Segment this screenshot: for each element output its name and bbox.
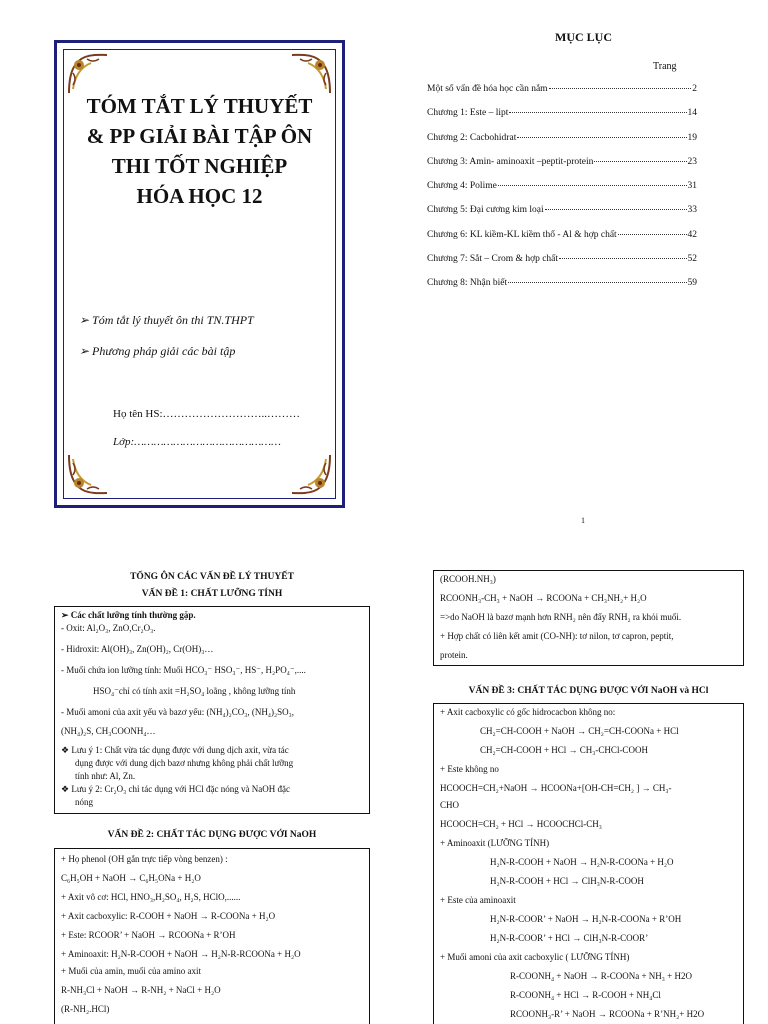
toc-item[interactable] (427, 181, 697, 205)
issue-2-heading: VẤN ĐỀ 2: CHẤT TÁC DỤNG ĐƯỢC VỚI NaOH (107, 830, 317, 840)
issue-3-line: + Axit cacboxylic có gốc hidrocacbon không no: (440, 707, 616, 717)
cover-fields (113, 408, 300, 464)
continuation-line: (RCOOH.NH₃) (440, 574, 496, 584)
continuation-line: =>do NaOH là bazơ mạnh hơn RNH₂ nên đẩy RNH₂ ra khỏi muối. (440, 612, 682, 622)
cover-title-line: & PP GIẢI BÀI TẬP ÔN (86, 124, 313, 148)
toc-item-label: Chương 5: Đại cương kim loại (427, 205, 544, 216)
issue-2-line: + Este: RCOOR’ + NaOH → RCOONa + R’OH (61, 930, 236, 940)
issue-2-line: + Họ phenol (OH gắn trực tiếp vòng benzen) : (61, 854, 228, 864)
toc-item-label: Chương 7: Sắt – Crom & hợp chất (427, 254, 559, 265)
issue-1-line: - Muối chứa ion lưỡng tính: Muối HCO₃⁻ HSO₃⁻, HS⁻, H₂PO₄⁻,.... (61, 665, 306, 675)
cover-bullet: ➢ Phương pháp giải các bài tập (79, 344, 236, 358)
issue-3-line: HCOOCH=CH₂ + HCl → HCOOCHCl-CH₃ (440, 819, 602, 829)
toc-item-page: 42 (687, 229, 697, 240)
page-number: 1 (581, 516, 585, 525)
toc-title: MỤC LỤC (555, 30, 612, 44)
toc-item-label: Chương 8: Nhận biết (427, 278, 508, 289)
issue-3-line: + Este không no (440, 764, 499, 774)
toc-item[interactable] (427, 108, 697, 132)
toc-leader (545, 209, 687, 210)
issue-1-line: - Hidroxit: Al(OH)₃, Zn(OH)₂, Cr(OH)₃… (61, 644, 214, 654)
issue-2-line: + Muối của amin, muối của amino axit (61, 966, 202, 976)
toc-page-header: Trang (653, 61, 677, 72)
issue-3-line: R-COONH₄ + NaOH → R-COONa + NH₃ + H2O (510, 971, 692, 981)
issue-1-line: tính như: Al, Zn. (75, 771, 136, 781)
issue-1-line: ❖ Lưu ý 1: Chất vừa tác dụng được với dung dịch axit, vừa tác (61, 745, 289, 755)
toc-item-label: Chương 1: Este – lipt (427, 108, 509, 119)
cover-title (57, 91, 342, 211)
toc-item[interactable] (427, 157, 697, 181)
toc-item-page: 59 (687, 278, 697, 289)
toc-item[interactable] (427, 278, 697, 302)
toc-leader (517, 137, 686, 138)
issue-3-line: CH₂=CH-COOH + NaOH → CH₂=CH-COONa + HCl (480, 726, 679, 736)
issue-1-line: ➢ Các chất lưỡng tính thường gặp. (61, 610, 196, 620)
continuation-box (433, 570, 744, 666)
toc-leader (559, 258, 686, 259)
toc-leader (498, 185, 687, 186)
toc-leader (549, 88, 692, 89)
toc-item-label: Chương 2: Cacbohidrat (427, 132, 517, 143)
toc-item-page: 33 (687, 205, 697, 216)
issue-1-heading: VẤN ĐỀ 1: CHẤT LƯỠNG TÍNH (141, 589, 283, 599)
issue-3-line: H₂N-R-COOR’ + HCl → ClH₃N-R-COOR’ (490, 933, 649, 943)
toc-leader (594, 161, 686, 162)
toc-list (427, 84, 697, 303)
issue-1-line: (NH₄)₂S, CH₃COONH₄… (61, 726, 156, 736)
issue-3-line: HCOOCH=CH₂+NaOH → HCOONa+[OH-CH=CH₂ ] → CH₃- (440, 783, 672, 793)
ornament-corner-icon (65, 451, 111, 497)
toc-item-label: Chương 4: Polime (427, 181, 497, 192)
toc-item[interactable] (427, 133, 697, 157)
issue-3-box (433, 703, 744, 1024)
continuation-line: RCOONH₃-CH₃ + NaOH → RCOONa + CH₃NH₂+ H₂O (440, 593, 647, 603)
issue-3-line: CH₂=CH-COOH + HCl → CH₃-CHCl-COOH (480, 745, 648, 755)
cover-title-line: HÓA HỌC 12 (136, 184, 263, 208)
cover-page (54, 40, 345, 508)
issue-1-line: dụng được với dung dịch bazơ nhưng không phải chất lưỡng (75, 758, 294, 768)
continuation-line: protein. (440, 650, 468, 660)
cover-title-line: TÓM TẮT LÝ THUYẾT (86, 94, 313, 118)
cover-bullet: ➢ Tóm tắt lý thuyết ôn thi TN.THPT (79, 313, 254, 327)
issue-3-line: + Muối amoni của axit cacboxylic ( LƯỠNG TÍNH) (440, 952, 630, 962)
issue-3-line: CHO (440, 800, 460, 810)
toc-leader (508, 282, 686, 283)
issue-3-line: H₂N-R-COOH + NaOH → H₂N-R-COONa + H₂O (490, 857, 674, 867)
toc-item-label: Chương 3: Amin- aminoaxit –peptit-protein (427, 156, 594, 167)
issue-2-line: + Aminoaxit: H₂N-R-COOH + NaOH → H₂N-R-RCOONa + H₂O (61, 949, 301, 959)
continuation-line: + Hợp chất có liên kết amit (CO-NH): tơ nilon, tơ capron, peptit, (440, 631, 674, 641)
issue-3-line: + Este của aminoaxit (440, 895, 516, 905)
toc-item-page: 52 (687, 254, 697, 265)
toc-item-page: 19 (687, 132, 697, 143)
issue-3-line: + Aminoaxit (LƯỠNG TÍNH) (440, 838, 550, 848)
toc-item-page: 31 (687, 181, 697, 192)
toc-item-label: Một số vấn đề hóa học cần nắm (427, 84, 548, 94)
cover-title-line: THI TỐT NGHIỆP (111, 154, 288, 178)
issue-3-line: R-COONH₄ + HCl → R-COOH + NH₄Cl (510, 990, 661, 1000)
issue-2-line: C₆H₅OH + NaOH → C₆H₅ONa + H₂O (61, 873, 201, 883)
issue-3-line: RCOONH₃-R’ + NaOH → RCOONa + R’NH₂+ H2O (510, 1009, 705, 1019)
issue-1-line: - Oxit: Al₂O₃, ZnO,Cr₂O₃. (61, 623, 156, 633)
toc-item-page: 23 (687, 156, 697, 167)
cover-bullets (79, 313, 254, 375)
student-name-field: Họ tên HS:………………………..……… (113, 408, 300, 420)
toc-item[interactable] (427, 230, 697, 254)
toc-item-label: Chương 6: KL kiềm-KL kiềm thổ - Al & hợp chất (427, 229, 617, 240)
toc-item[interactable] (427, 84, 697, 108)
toc-item-page: 14 (687, 108, 697, 119)
issue-2-box (54, 848, 370, 1024)
issue-2-line: + Axit cacboxylic: R-COOH + NaOH → R-COONa + H₂O (61, 911, 276, 921)
issue-3-heading: VẤN ĐỀ 3: CHẤT TÁC DỤNG ĐƯỢC VỚI NaOH và HCl (468, 686, 709, 696)
toc-leader (509, 112, 686, 113)
toc-item[interactable] (427, 254, 697, 278)
class-field: Lớp:……………………………………… (113, 436, 281, 448)
toc-item[interactable] (427, 205, 697, 229)
toc-item-page: 2 (692, 84, 697, 94)
issue-2-line: R-NH₃Cl + NaOH → R-NH₂ + NaCl + H₂O (61, 985, 221, 995)
issue-2-line: + Axit vô cơ: HCl, HNO₃,H₂SO₄, H₂S, HClO,...... (61, 892, 241, 902)
issue-1-line: HSO₄⁻chỉ có tính axit =H₂SO₄ loãng , không lưỡng tính (93, 686, 296, 696)
issue-1-box (54, 606, 370, 814)
issue-1-line: nóng (75, 797, 93, 807)
issue-1-line: - Muối amoni của axit yếu và bazơ yếu: (NH₄)₂CO₃, (NH₄)₂SO₃, (61, 707, 295, 717)
issue-3-line: H₂N-R-COOH + HCl → ClH₃N-R-COOH (490, 876, 644, 886)
issue-1-line: ❖ Lưu ý 2: Cr₂O₃ chỉ tác dụng với HCl đặc nóng và NaOH đặc (61, 784, 290, 794)
issue-3-line: H₂N-R-COOR’ + NaOH → H₂N-R-COONa + R’OH (490, 914, 682, 924)
main-heading: TỔNG ÔN CÁC VẤN ĐỀ LÝ THUYẾT (130, 572, 294, 582)
issue-2-line: (R-NH₂.HCl) (61, 1004, 110, 1014)
toc-leader (618, 234, 687, 235)
